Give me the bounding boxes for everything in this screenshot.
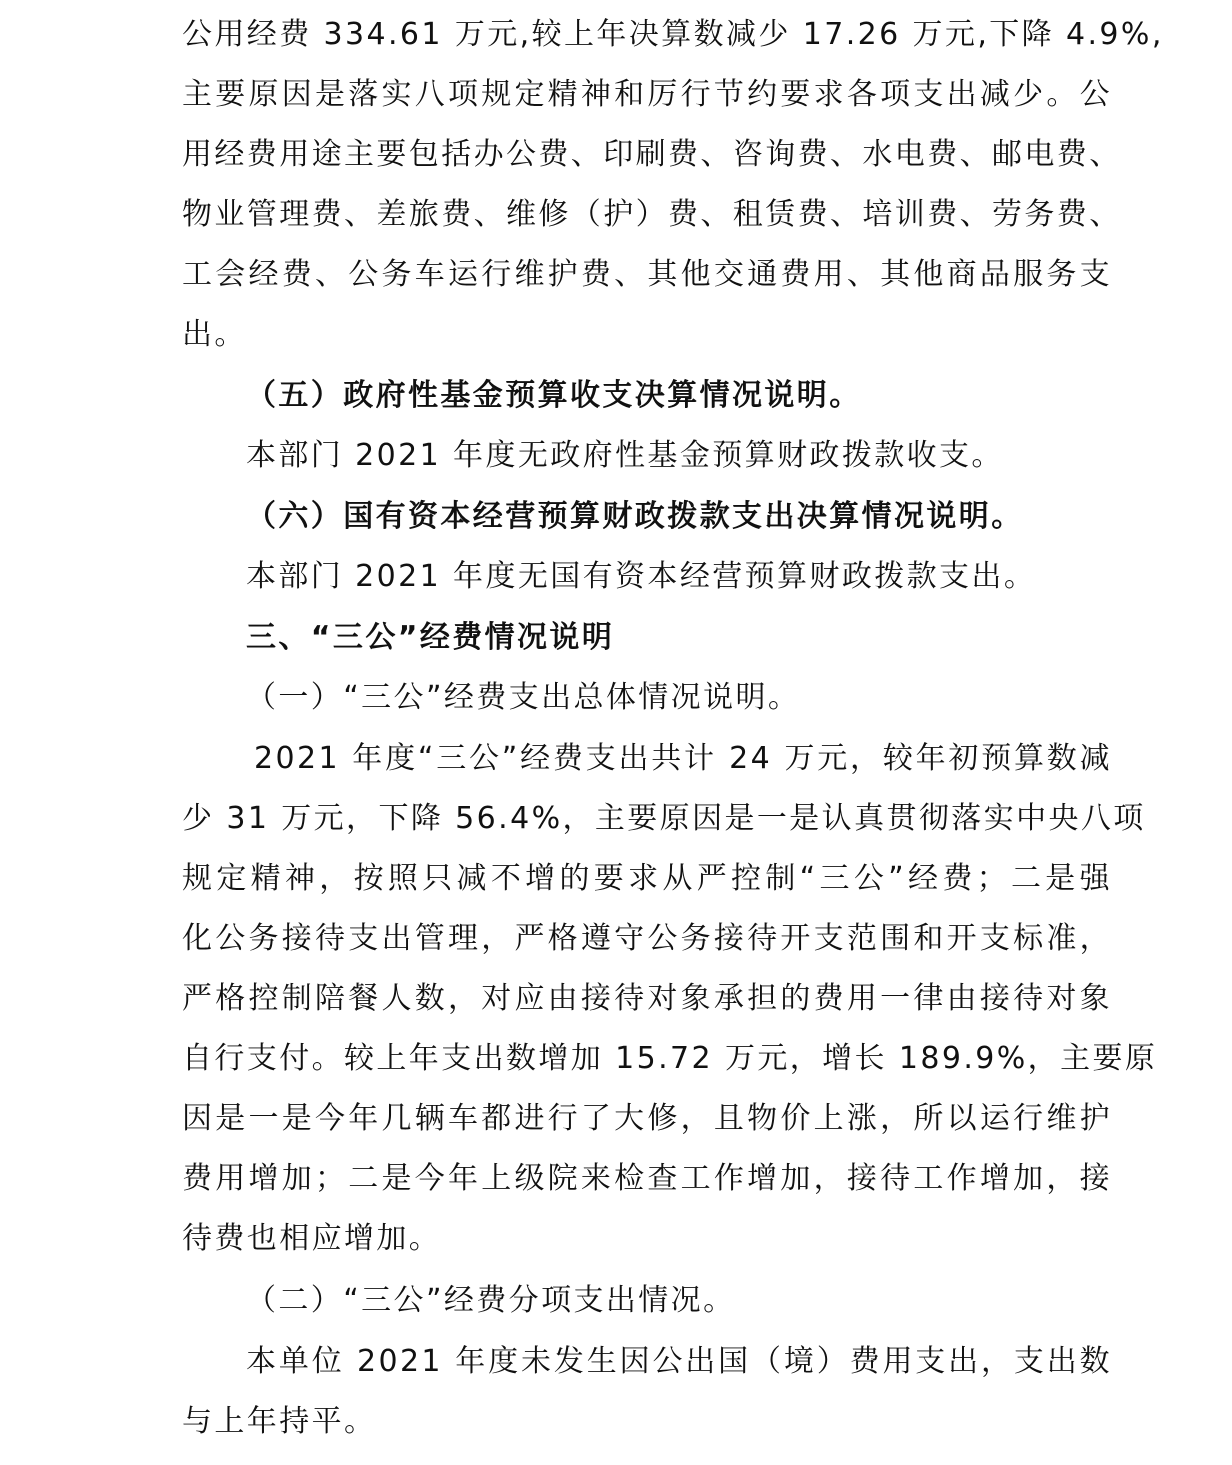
paragraph-line: 规定精神，按照只减不增的要求从严控制“三公”经费；二是强 [182, 861, 1112, 896]
sub2-body-paragraph [182, 1332, 1112, 1452]
paragraph-line: 公用经费 334.61 万元,较上年决算数减少 17.26 万元,下降 4.9%, [182, 17, 1164, 52]
part3-heading: 三、“三公”经费情况说明 [246, 620, 615, 655]
section6-heading: （六）国有资本经营预算财政拨款支出决算情况说明。 [246, 499, 1024, 534]
paragraph-line: 化公务接待支出管理，严格遵守公务接待开支范围和开支标准， [182, 921, 1112, 956]
sub1-heading: （一）“三公”经费支出总体情况说明。 [246, 680, 801, 715]
paragraph-line: 出。 [182, 317, 247, 352]
paragraph-line: 因是一是今年几辆车都进行了大修，且物价上涨，所以运行维护 [182, 1101, 1112, 1136]
paragraph-line: 自行支付。较上年支出数增加 15.72 万元，增长 189.9%，主要原 [182, 1041, 1158, 1076]
paragraph-line: 主要原因是落实八项规定精神和厉行节约要求各项支出减少。公 [182, 77, 1112, 112]
paragraph-line: 费用增加；二是今年上级院来检查工作增加，接待工作增加，接 [182, 1161, 1112, 1196]
paragraph-line: 工会经费、公务车运行维护费、其他交通费用、其他商品服务支 [182, 257, 1112, 292]
public-funds-paragraph [182, 5, 1164, 365]
section5-body: 本部门 2021 年度无政府性基金预算财政拨款收支。 [246, 438, 1004, 473]
paragraph-line: 用经费用途主要包括办公费、印刷费、咨询费、水电费、邮电费、 [182, 137, 1122, 172]
paragraph-line: 与上年持平。 [182, 1404, 377, 1439]
section6-body: 本部门 2021 年度无国有资本经营预算财政拨款支出。 [246, 559, 1037, 594]
paragraph-line: 2021 年度“三公”经费支出共计 24 万元，较年初预算数减 [254, 741, 1112, 776]
section5-heading: （五）政府性基金预算收支决算情况说明。 [246, 378, 862, 413]
paragraph-line: 物业管理费、差旅费、维修（护）费、租赁费、培训费、劳务费、 [182, 197, 1122, 232]
paragraph-line: 本单位 2021 年度未发生因公出国（境）费用支出，支出数 [246, 1344, 1112, 1379]
sub1-body-paragraph [182, 729, 1158, 1269]
paragraph-line: 待费也相应增加。 [182, 1221, 442, 1256]
paragraph-line: 少 31 万元，下降 56.4%，主要原因是一是认真贯彻落实中央八项 [182, 801, 1146, 836]
sub2-heading: （二）“三公”经费分项支出情况。 [246, 1283, 736, 1318]
paragraph-line: 严格控制陪餐人数，对应由接待对象承担的费用一律由接待对象 [182, 981, 1112, 1016]
